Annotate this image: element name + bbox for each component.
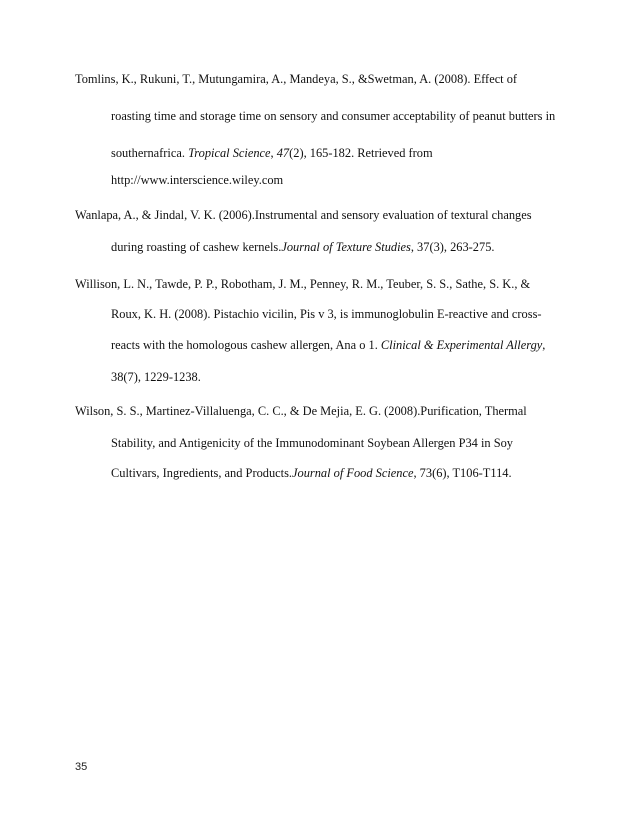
reference-text: (2), 165-182. Retrieved from [289,146,433,160]
reference-tomlins-line-3 [111,147,433,159]
reference-text: reacts with the homologous cashew allergen, Ana o 1. [111,338,381,352]
reference-willison-line-1: Willison, L. N., Tawde, P. P., Robotham, J. M., Penney, R. M., Teuber, S. S., Sathe, S. K., & [75,277,531,291]
journal-title: Journal of Texture Studies [281,240,411,254]
journal-title: Clinical & Experimental Allergy [380,338,543,352]
reference-text: , [542,338,546,352]
reference-text: , 37(3), 263-275. [410,240,495,254]
reference-wilson-line-2: Stability, and Antigenicity of the Immunodominant Soybean Allergen P34 in Soy [111,436,513,450]
reference-wanlapa-line-1: Wanlapa, A., & Jindal, V. K. (2006).Instrumental and sensory evaluation of textural changes [75,208,532,222]
reference-willison-line-3 [111,339,545,351]
reference-text: , [270,146,277,160]
reference-tomlins-line-2: roasting time and storage time on sensory and consumer acceptability of peanut butters in [111,109,556,123]
reference-tomlins-line-1: Tomlins, K., Rukuni, T., Mutungamira, A., Mandeya, S., &Swetman, A. (2008). Effect of [75,72,518,86]
reference-willison-line-2: Roux, K. H. (2008). Pistachio vicilin, Pis v 3, is immunoglobulin E-reactive and cross- [111,307,542,321]
reference-text: Cultivars, Ingredients, and Products. [111,466,293,480]
reference-text: southernafrica. [111,146,189,160]
journal-title: Tropical Science [188,146,271,160]
reference-wanlapa-line-2 [111,241,494,253]
volume-number: 47 [276,146,290,160]
reference-wilson-line-3 [111,467,512,479]
reference-willison-line-4: 38(7), 1229-1238. [111,370,201,384]
page-number: 35 [75,761,88,773]
reference-tomlins-line-4[interactable]: http://www.interscience.wiley.com [111,173,284,187]
journal-title: Journal of Food Science [292,466,414,480]
reference-text: during roasting of cashew kernels. [111,240,282,254]
reference-text: , 73(6), T106-T114. [413,466,512,480]
reference-wilson-line-1: Wilson, S. S., Martinez-Villaluenga, C. C., & De Mejia, E. G. (2008).Purification, Thermal [75,404,527,418]
